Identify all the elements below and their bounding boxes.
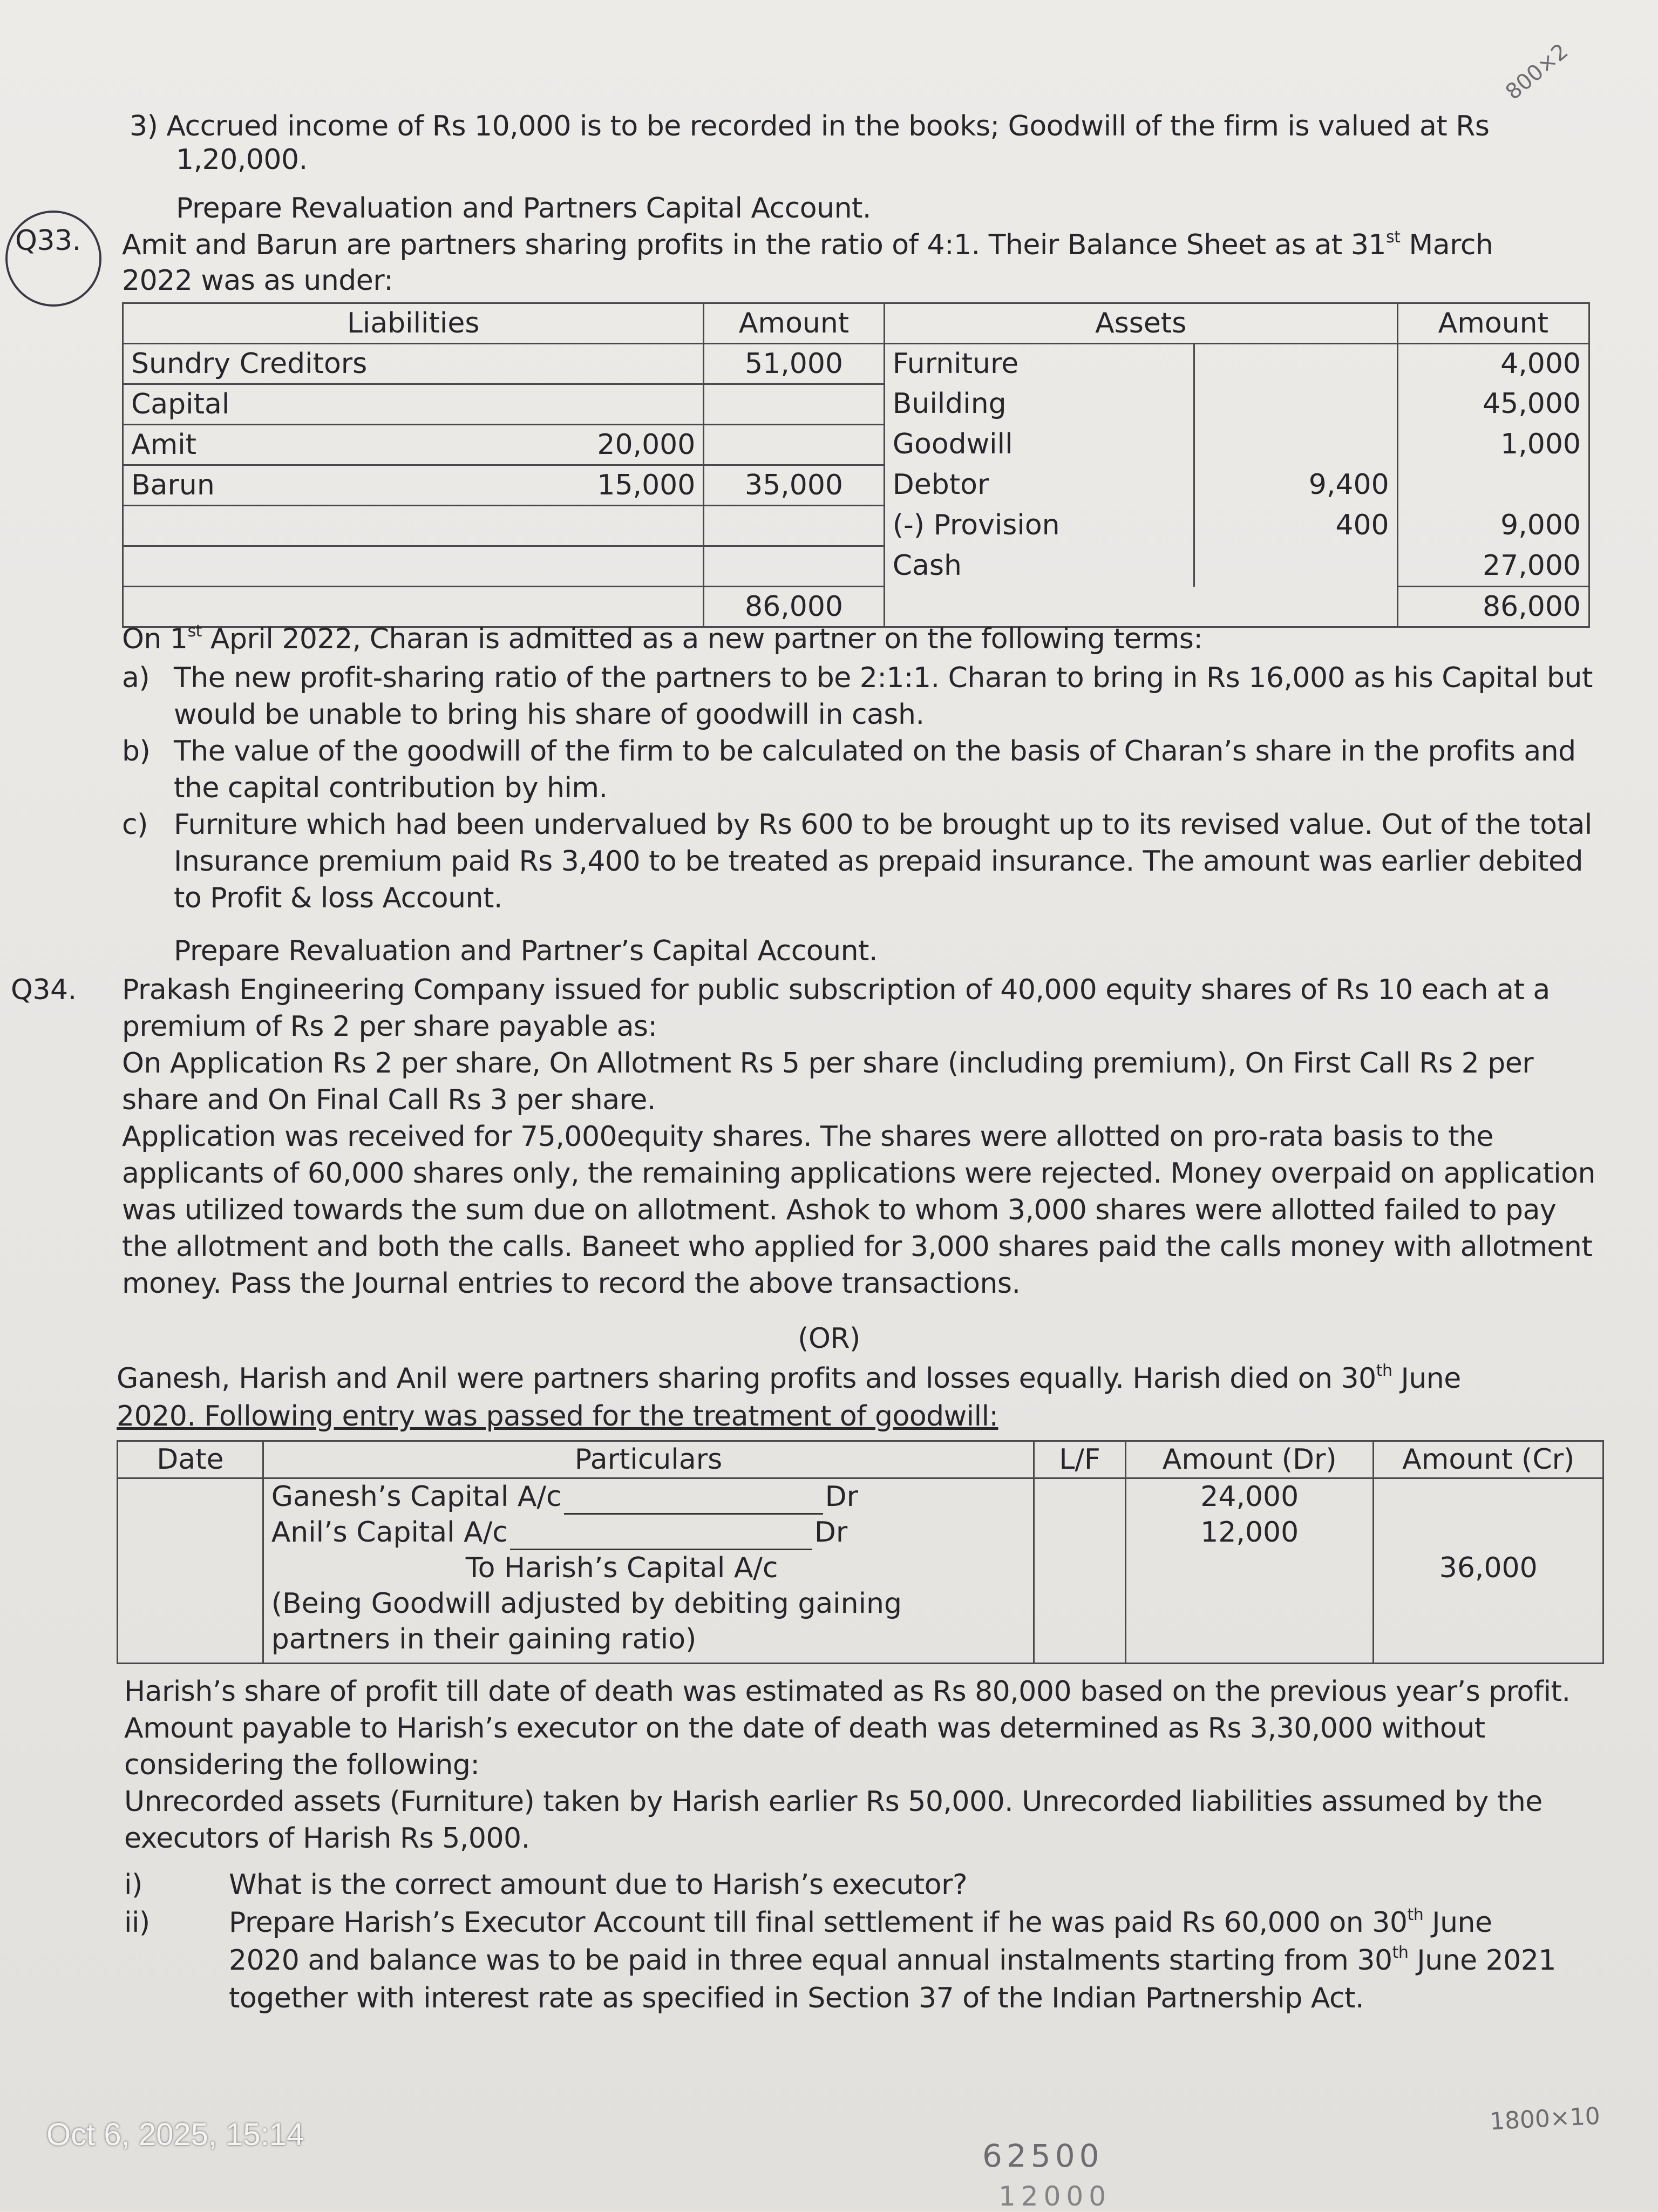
- q34-ii-line1: Prepare Harish’s Executor Account till final settlement if he was paid Rs 60,000 on 30th June: [229, 1905, 1492, 1939]
- q34-para2: On Application Rs 2 per share, On Allotment Rs 5 per share (including premium), On First Call Rs 2 per share and On Final Call Rs 3 per share.: [122, 1047, 1534, 1116]
- q33-intro-line2: 2022 was as under:: [122, 264, 393, 297]
- q34-i-label: i): [124, 1869, 142, 1901]
- table-cell: Cash: [884, 546, 1194, 587]
- q34-i-text: What is the correct amount due to Harish’s executor?: [229, 1869, 968, 1901]
- table-cell: 20,000: [444, 425, 704, 465]
- dr-label: Dr: [814, 1516, 848, 1549]
- q34-ii-line2: 2020 and balance was to be paid in three equal annual instalments starting from 30th June 2021: [229, 1943, 1557, 1977]
- assets-total: 86,000: [1397, 587, 1589, 627]
- journal-header: [118, 1441, 1603, 1478]
- leader-line: [510, 1515, 812, 1550]
- table-cell: [1194, 344, 1397, 384]
- amount-header: Amount: [704, 303, 884, 344]
- handwritten-note: 1800×10: [1489, 2102, 1601, 2136]
- item3-line1: 3) Accrued income of Rs 10,000 is to be recorded in the books; Goodwill of the firm is valued at Rs: [130, 110, 1490, 143]
- balance-sheet-table: [122, 302, 1590, 628]
- table-cell: Debtor: [884, 465, 1194, 506]
- table-cell: Furniture: [884, 344, 1194, 384]
- amount-dr-cell: [1126, 1478, 1374, 1664]
- liabilities-total: 86,000: [704, 587, 884, 627]
- item3-line2: 1,20,000.: [176, 144, 308, 176]
- table-cell: 45,000: [1397, 384, 1589, 425]
- list-label: c): [122, 809, 148, 841]
- table-cell: [704, 425, 884, 465]
- q34-alt-line2: 2020. Following entry was passed for the treatment of goodwill:: [117, 1400, 998, 1433]
- list-label: a): [122, 662, 150, 694]
- journal-debit-2: Anil’s Capital A/c: [271, 1516, 508, 1549]
- q34-number: Q34.: [11, 974, 77, 1006]
- table-cell: 1,000: [1397, 425, 1589, 465]
- table-row: [123, 465, 1589, 506]
- table-row: [123, 384, 1589, 425]
- q34-ii-label: ii): [124, 1906, 150, 1939]
- table-cell: Sundry Creditors: [123, 344, 704, 384]
- photo-timestamp: Oct 6, 2025, 15:14: [46, 2117, 304, 2152]
- journal-entry-table: [117, 1440, 1604, 1664]
- q34-after-text: [124, 1673, 1603, 1857]
- list-text: The value of the goodwill of the firm to be calculated on the basis of Charan’s share in the profits and the capital contribution by him.: [174, 735, 1576, 804]
- table-cell: [1194, 425, 1397, 465]
- table-cell: [704, 384, 884, 425]
- table-row: [123, 546, 1589, 587]
- table-cell: [123, 506, 704, 546]
- table-cell: Barun: [123, 465, 445, 506]
- table-cell: Amit: [123, 425, 445, 465]
- particulars-header: Particulars: [263, 1441, 1034, 1478]
- amount-cr-cell: [1374, 1478, 1603, 1664]
- handwritten-note: 800×2: [1501, 38, 1573, 105]
- balance-sheet-header: [123, 303, 1589, 344]
- amount-header: Amount: [1397, 303, 1589, 344]
- table-cell: [123, 546, 704, 587]
- list-text: Furniture which had been undervalued by Rs 600 to be brought up to its revised value. Out of the total Insurance premium paid Rs 3,400 to be treated as prepaid insurance. The amount was earlier debited to Profit & loss Account.: [174, 809, 1592, 914]
- table-cell: [704, 546, 884, 587]
- table-row: [123, 344, 1589, 384]
- lf-cell: [1034, 1478, 1126, 1664]
- dr-amount-1: 24,000: [1200, 1481, 1299, 1513]
- table-cell: 9,000: [1397, 506, 1589, 546]
- q33-prepare: Prepare Revaluation and Partner’s Capital Account.: [174, 935, 878, 967]
- amount-dr-header: Amount (Dr): [1126, 1441, 1374, 1478]
- list-text: The new profit-sharing ratio of the partners to be 2:1:1. Charan to bring in Rs 16,000 as his Capital but would be unable to bring his share of goodwill in cash.: [174, 662, 1593, 731]
- q34-body: [122, 972, 1595, 1302]
- journal-narration-2: partners in their gaining ratio): [271, 1623, 697, 1655]
- dr-amount-2: 12,000: [1200, 1516, 1299, 1549]
- table-cell: 35,000: [704, 465, 884, 506]
- q33-terms-list: [122, 660, 1595, 917]
- table-row: [123, 425, 1589, 465]
- table-cell: [704, 506, 884, 546]
- table-cell: Capital: [123, 384, 704, 425]
- q33-number: Q33.: [15, 225, 81, 257]
- journal-debit-1: Ganesh’s Capital A/c: [271, 1481, 562, 1513]
- table-cell: 27,000: [1397, 546, 1589, 587]
- table-cell: 51,000: [704, 344, 884, 384]
- q34-unrecorded-para: Unrecorded assets (Furniture) taken by Harish earlier Rs 50,000. Unrecorded liabilities assumed by the executors of Harish Rs 5,000.: [124, 1786, 1543, 1855]
- assets-header: Assets: [884, 303, 1397, 344]
- or-divider: (OR): [798, 1322, 860, 1355]
- table-cell: [1194, 384, 1397, 425]
- date-cell: [118, 1478, 263, 1664]
- q34-para1: Prakash Engineering Company issued for public subscription of 40,000 equity shares of Rs 10 each at a premium of Rs 2 per share payable as:: [122, 974, 1550, 1043]
- q34-after-para: Harish’s share of profit till date of death was estimated as Rs 80,000 based on the previous year’s profit. Amount payable to Harish’s executor on the date of death was determined as Rs 3,30,000 without considering the following:: [124, 1675, 1571, 1781]
- journal-row: [118, 1478, 1603, 1664]
- q33-terms-intro: On 1st April 2022, Charan is admitted as a new partner on the following terms:: [122, 621, 1203, 655]
- handwritten-note: 12000: [998, 2181, 1112, 2212]
- cr-amount: 36,000: [1439, 1552, 1538, 1584]
- q34-alt-line1: Ganesh, Harish and Anil were partners sharing profits and losses equally. Harish died on 30th June: [117, 1361, 1461, 1395]
- list-label: b): [122, 735, 151, 768]
- table-cell: 9,400: [1194, 465, 1397, 506]
- amount-cr-header: Amount (Cr): [1374, 1441, 1603, 1478]
- particulars-cell: [263, 1478, 1034, 1664]
- leader-line: [564, 1479, 823, 1515]
- table-row: [123, 506, 1589, 546]
- table-cell: Goodwill: [884, 425, 1194, 465]
- q33-intro-line1: Amit and Barun are partners sharing profits in the ratio of 4:1. Their Balance Sheet as at 31st March: [122, 227, 1493, 261]
- q34-ii-line3: together with interest rate as specified in Section 37 of the Indian Partnership Act.: [229, 1982, 1364, 2014]
- table-cell: Building: [884, 384, 1194, 425]
- table-cell: (-) Provision: [884, 506, 1194, 546]
- table-cell: 4,000: [1397, 344, 1589, 384]
- item3-line3: Prepare Revaluation and Partners Capital Account.: [176, 192, 871, 225]
- q34-para3: Application was received for 75,000equity shares. The shares were allotted on pro-rata basis to the applicants of 60,000 shares only, the remaining applications were rejected. Money overpaid on application was utilized towards the sum due on allotment. Ashok to whom 3,000 shares were allotted failed to pay the allotment and both the calls. Baneet who applied for 3,000 shares paid the calls money with allotment money. Pass the Journal entries to record the above transactions.: [122, 1121, 1595, 1300]
- dr-label: Dr: [825, 1481, 858, 1513]
- table-cell: 15,000: [444, 465, 704, 506]
- handwritten-note: 62500: [982, 2138, 1104, 2174]
- journal-credit: To Harish’s Capital A/c: [465, 1552, 778, 1584]
- lf-header: L/F: [1034, 1441, 1126, 1478]
- journal-narration-1: (Being Goodwill adjusted by debiting gaining: [271, 1587, 902, 1620]
- table-cell: 400: [1194, 506, 1397, 546]
- list-item: [122, 806, 1595, 917]
- table-cell: [1397, 465, 1589, 506]
- liabilities-header: Liabilities: [123, 303, 704, 344]
- list-item: [122, 733, 1595, 806]
- table-cell: [1194, 546, 1397, 587]
- date-header: Date: [118, 1441, 263, 1478]
- list-item: [122, 660, 1595, 733]
